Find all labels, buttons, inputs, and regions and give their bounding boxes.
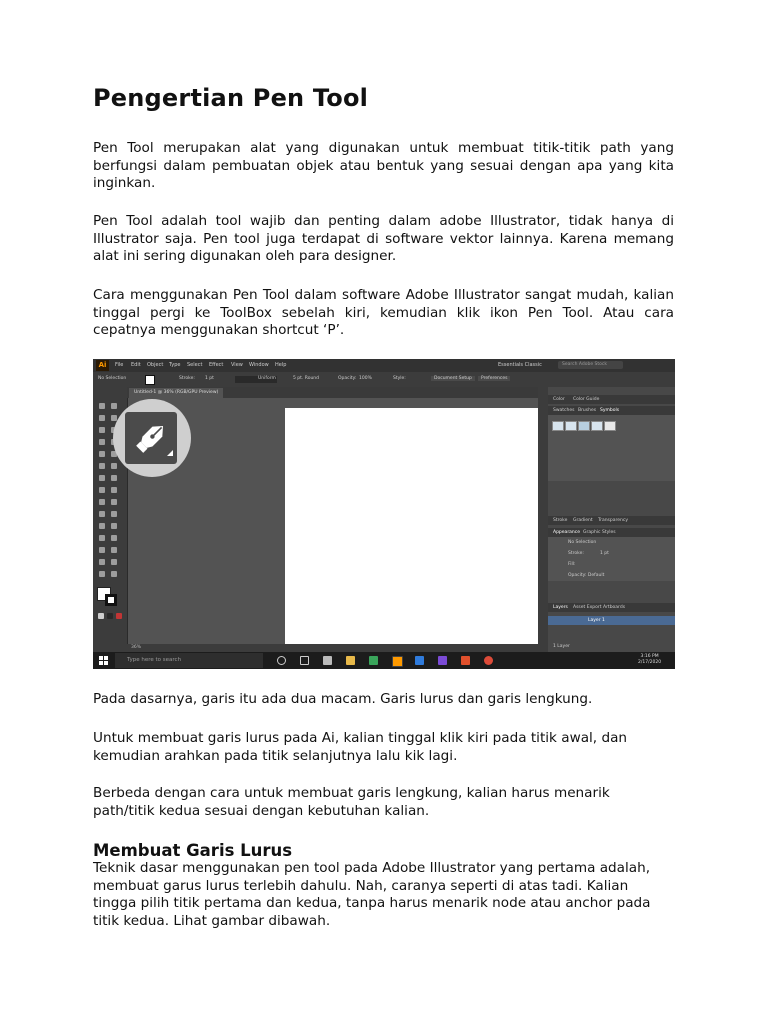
tab-brushes: Brushes xyxy=(578,408,597,413)
photoshop-taskbar-icon xyxy=(415,656,424,665)
taskbar-date: 2/17/2020 xyxy=(638,660,662,665)
workspace-switcher: Essentials Classic xyxy=(498,362,542,368)
layer-row xyxy=(548,616,675,625)
taskbar-clock xyxy=(638,654,661,666)
appearance-no-selection: No Selection xyxy=(568,540,597,545)
aftereffects-taskbar-icon xyxy=(438,656,447,665)
style-label: Style: xyxy=(393,376,406,381)
appearance-panel-header xyxy=(548,528,675,537)
right-panels xyxy=(548,387,675,652)
menu-help: Help xyxy=(275,362,287,368)
taskbar-search-input: Type here to search xyxy=(115,653,263,668)
illustrator-screenshot xyxy=(93,359,675,669)
symbols-panel xyxy=(548,415,675,481)
appearance-stroke-value: 1 pt xyxy=(600,551,609,556)
menu-window: Window xyxy=(249,362,269,368)
paragraph-6: Berbeda dengan cara untuk membuat garis lengkung, kalian harus menarik path/titik kedua sesuai dengan kebutuhan kalian. xyxy=(93,785,610,819)
windows-taskbar xyxy=(93,652,675,669)
chrome-taskbar-icon xyxy=(484,656,493,665)
menu-object: Object xyxy=(147,362,164,368)
swatches-panel-header xyxy=(548,406,675,415)
illustrator-taskbar-icon xyxy=(392,656,403,667)
artboard xyxy=(285,408,539,644)
paragraph-7: Teknik dasar menggunakan pen tool pada Adobe Illustrator yang pertama adalah, membuat garus lurus terlebih dahulu. Nah, caranya seperti di atas tadi. Kalian tingga pilih titik pertama dan kedua, tanpa harus menarik node atau anchor pada titik kedua. Lihat gambar dibawah. xyxy=(93,860,651,929)
tab-gradient: Gradient xyxy=(573,518,593,523)
stock-search-input: Search Adobe Stock xyxy=(558,361,623,369)
ai-menu-bar xyxy=(93,359,675,372)
menu-view: View xyxy=(231,362,243,368)
mail-icon xyxy=(323,656,332,665)
profile-label: Uniform xyxy=(258,376,276,381)
brush-dropdown: 5 pt. Round xyxy=(293,376,320,381)
appearance-stroke: Stroke: xyxy=(568,551,584,556)
task-view-icon xyxy=(300,656,309,665)
selection-status: No Selection xyxy=(98,376,127,381)
tab-swatches: Swatches xyxy=(553,408,575,413)
appearance-opacity: Opacity: Default xyxy=(568,573,605,578)
menu-effect: Effect xyxy=(209,362,224,368)
ai-logo: Ai xyxy=(96,360,109,371)
tab-color: Color xyxy=(553,397,565,402)
menu-select: Select xyxy=(187,362,203,368)
menu-type: Type xyxy=(169,362,181,368)
color-panel-header xyxy=(548,395,675,404)
layer-count: 1 Layer xyxy=(553,644,570,649)
panel-icon-strip xyxy=(538,387,548,652)
paragraph-2: Pen Tool adalah tool wajib dan penting dalam adobe Illustrator, tidak hanya di Illustrator saja. Pen tool juga terdapat di software vektor lainnya. Karena memang alat ini sering digunakan oleh para designer. xyxy=(93,213,674,264)
tab-artboards: Artboards xyxy=(603,605,626,610)
paragraph-5: Untuk membuat garis lurus pada Ai, kalian tinggal klik kiri pada titik awal, dan kemudian arahkan pada titik selanjutnya lalu kik lagi. xyxy=(93,730,628,764)
appearance-fill: Fill: xyxy=(568,562,576,567)
tab-appearance: Appearance xyxy=(553,530,581,535)
menu-edit: Edit xyxy=(131,362,141,368)
menu-file: File xyxy=(115,362,124,368)
pen-tool-icon xyxy=(125,412,177,464)
appearance-panel xyxy=(548,537,675,581)
zoom-level: 36% xyxy=(131,645,142,650)
paragraph-1: Pen Tool merupakan alat yang digunakan untuk membuat titik-titik path yang berfungsi dalam pembuatan objek atau bentuk yang sesuai dengan apa yang kita inginkan. xyxy=(93,140,674,191)
windows-start-icon xyxy=(99,656,108,665)
opacity-label: Opacity: xyxy=(338,376,357,381)
acrobat-taskbar-icon xyxy=(461,656,470,665)
taskbar-time: 3:16 PM xyxy=(640,654,659,659)
section-heading: Membuat Garis Lurus xyxy=(93,841,293,860)
tab-symbols: Symbols xyxy=(600,408,620,413)
layers-panel-header xyxy=(548,603,675,612)
layer-name: Layer 1 xyxy=(588,618,605,623)
tab-graphic-styles: Graphic Styles xyxy=(583,530,616,535)
control-bar xyxy=(93,372,675,388)
tab-asset-export: Asset Export xyxy=(573,605,602,610)
stroke-panel-header xyxy=(548,516,675,525)
opacity-value: 100% xyxy=(359,376,372,381)
stroke-label: Stroke: xyxy=(179,376,195,381)
stroke-color-swatch xyxy=(105,594,117,606)
phone-app-icon xyxy=(369,656,378,665)
document-tab: Untitled-1 @ 36% (RGB/GPU Preview) xyxy=(129,388,223,398)
preferences-button: Preferences xyxy=(478,376,510,381)
tab-color-guide: Color Guide xyxy=(573,397,600,402)
cortana-icon xyxy=(277,656,286,665)
paragraph-4: Pada dasarnya, garis itu ada dua macam. Garis lurus dan garis lengkung. xyxy=(93,691,593,707)
tab-transparency: Transparency xyxy=(598,518,629,523)
paragraph-3: Cara menggunakan Pen Tool dalam software Adobe Illustrator sangat mudah, kalian tinggal pergi ke ToolBox sebelah kiri, kemudian klik ikon Pen Tool. Atau cara cepatnya menggunakan shortcut ‘P’. xyxy=(93,287,674,338)
tab-stroke: Stroke xyxy=(553,518,568,523)
document-setup-button: Document Setup xyxy=(431,376,475,381)
stroke-weight: 1 pt xyxy=(205,376,214,381)
page-title: Pengertian Pen Tool xyxy=(93,84,369,112)
tab-layers: Layers xyxy=(553,605,568,610)
file-explorer-icon xyxy=(346,656,355,665)
fill-swatch xyxy=(145,375,155,385)
